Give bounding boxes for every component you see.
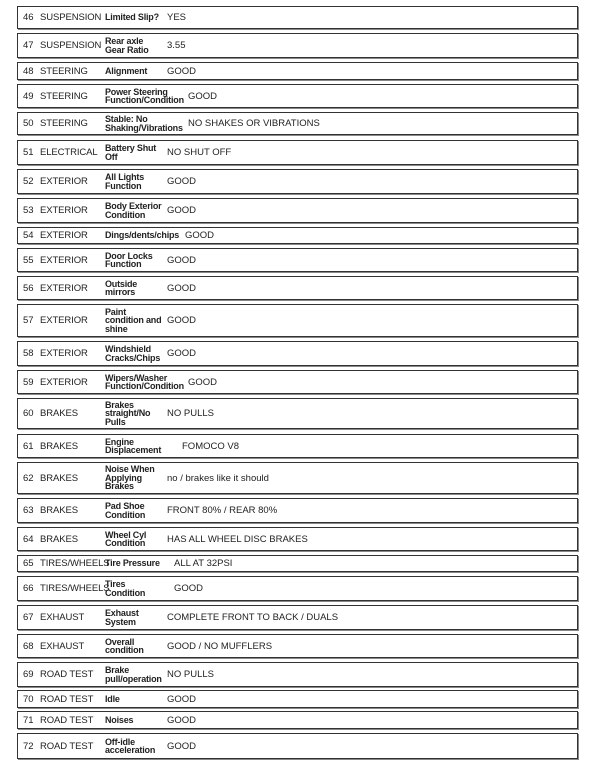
table-row [17, 84, 578, 108]
row-category: EXTERIOR [40, 282, 88, 294]
row-value: GOOD [167, 254, 197, 266]
row-number: 70 [23, 693, 34, 705]
table-row [17, 711, 578, 729]
row-item: Idle [105, 693, 120, 704]
row-value: GOOD [167, 740, 197, 752]
table-row [17, 662, 578, 687]
table-row [17, 33, 578, 58]
table-row [17, 605, 578, 630]
table-row [17, 398, 578, 429]
table-row [17, 498, 578, 523]
row-number: 50 [23, 118, 34, 129]
table-row [17, 733, 578, 759]
row-number: 69 [23, 669, 34, 680]
row-number: 72 [23, 740, 34, 752]
row-value: NO SHAKES OR VIBRATIONS [188, 118, 320, 129]
row-category: EXTERIOR [40, 376, 88, 388]
row-item: Tires Condition [105, 579, 146, 598]
row-number: 49 [23, 90, 34, 102]
row-category: EXHAUST [40, 612, 85, 623]
row-category: BRAKES [40, 505, 78, 516]
row-category: ROAD TEST [40, 714, 94, 726]
row-category: EXTERIOR [40, 348, 88, 359]
table-row [17, 370, 578, 394]
row-category: STEERING [40, 90, 88, 102]
row-value: GOOD [188, 376, 218, 388]
row-category: EXTERIOR [40, 205, 88, 216]
row-item: Wheel Cyl Condition [105, 529, 147, 548]
row-category: EXTERIOR [40, 230, 88, 241]
row-category: STEERING [40, 65, 88, 77]
row-item: Paint condition and shine [105, 306, 162, 334]
table-row [17, 576, 578, 601]
row-item: Dings/dents/chips [105, 230, 180, 241]
row-number: 67 [23, 612, 34, 623]
row-number: 59 [23, 376, 34, 388]
table-row [17, 634, 578, 658]
row-value: GOOD [167, 282, 197, 294]
row-item: Noise When Applying Brakes [105, 464, 155, 492]
row-value: GOOD [185, 230, 215, 241]
row-item: Off-idle acceleration [105, 736, 156, 755]
row-item: Rear axle Gear Ratio [105, 36, 149, 55]
row-number: 56 [23, 282, 34, 294]
row-value: FRONT 80% / REAR 80% [167, 505, 278, 516]
table-row [17, 227, 578, 244]
row-value: ALL AT 32PSI [174, 558, 233, 569]
row-value: NO SHUT OFF [167, 147, 232, 158]
row-value: GOOD [167, 315, 197, 326]
row-value: GOOD [167, 176, 197, 187]
row-value: GOOD [174, 583, 204, 594]
row-number: 60 [23, 408, 34, 419]
row-category: EXHAUST [40, 640, 85, 652]
row-number: 53 [23, 205, 34, 216]
row-item: Power Steering Function/Condition [105, 86, 184, 105]
row-category: EXTERIOR [40, 176, 88, 187]
row-value: GOOD [188, 90, 218, 102]
row-number: 58 [23, 348, 34, 359]
row-value: COMPLETE FRONT TO BACK / DUALS [167, 612, 339, 623]
table-row [17, 555, 578, 572]
row-item: Wipers/Washer Function/Condition [105, 372, 184, 391]
row-value: GOOD [167, 693, 197, 705]
row-value: GOOD [167, 348, 197, 359]
row-number: 66 [23, 583, 34, 594]
table-row [17, 140, 578, 165]
row-value: HAS ALL WHEEL DISC BRAKES [167, 533, 308, 545]
row-category: TIRES/WHEELS [40, 558, 110, 569]
row-number: 65 [23, 558, 34, 569]
row-number: 61 [23, 440, 34, 452]
table-row [17, 527, 578, 551]
row-value: 3.55 [167, 40, 186, 51]
row-number: 63 [23, 505, 34, 516]
row-number: 71 [23, 714, 34, 726]
row-item: Body Exterior Condition [105, 201, 162, 220]
row-item: Noises [105, 714, 134, 725]
row-number: 68 [23, 640, 34, 652]
table-row [17, 6, 578, 29]
table-row [17, 112, 578, 135]
row-value: YES [167, 12, 187, 23]
row-number: 46 [23, 12, 34, 23]
row-category: SUSPENSION [40, 12, 102, 23]
table-row [17, 341, 578, 366]
row-category: BRAKES [40, 472, 78, 484]
row-number: 48 [23, 65, 34, 77]
row-value: GOOD [167, 65, 197, 77]
row-number: 54 [23, 230, 34, 241]
row-category: SUSPENSION [40, 40, 102, 51]
row-value: NO PULLS [167, 669, 214, 680]
row-item: Alignment [105, 65, 148, 76]
row-category: BRAKES [40, 408, 78, 419]
table-row [17, 169, 578, 194]
row-value: NO PULLS [167, 408, 214, 419]
table-row [17, 62, 578, 80]
row-item: Door Locks Function [105, 250, 153, 269]
row-value: GOOD [167, 205, 197, 216]
row-item: Outside mirrors [105, 278, 138, 297]
table-row [17, 304, 578, 337]
row-category: BRAKES [40, 533, 78, 545]
row-item: Stable: No Shaking/Vibrations [105, 114, 183, 133]
table-row [17, 248, 578, 272]
table-row [17, 198, 578, 223]
table-row [17, 276, 578, 300]
row-category: STEERING [40, 118, 88, 129]
row-value: no / brakes like it should [167, 472, 269, 484]
row-item: Brake pull/operation [105, 665, 162, 684]
row-category: ELECTRICAL [40, 147, 98, 158]
row-number: 52 [23, 176, 34, 187]
table-row [17, 690, 578, 708]
row-item: Overall condition [105, 636, 144, 655]
row-category: TIRES/WHEELS [40, 583, 110, 594]
row-item: Pad Shoe Condition [105, 501, 146, 520]
row-value: GOOD / NO MUFFLERS [167, 640, 273, 652]
row-category: ROAD TEST [40, 740, 94, 752]
row-category: EXTERIOR [40, 254, 88, 266]
table-row [17, 462, 578, 494]
row-number: 55 [23, 254, 34, 266]
row-value: FOMOCO V8 [182, 440, 240, 452]
row-number: 57 [23, 315, 34, 326]
row-category: ROAD TEST [40, 669, 94, 680]
row-category: ROAD TEST [40, 693, 94, 705]
row-category: EXTERIOR [40, 315, 88, 326]
row-value: GOOD [167, 714, 197, 726]
row-number: 51 [23, 147, 34, 158]
row-item: Tire Pressure [105, 558, 160, 569]
row-item: All Lights Function [105, 172, 144, 191]
row-item: Brakes straight/No Pulls [105, 399, 151, 427]
row-item: Engine Displacement [105, 436, 162, 455]
row-item: Limited Slip? [105, 12, 159, 23]
row-item: Battery Shut Off [105, 143, 157, 162]
row-item: Windshield Cracks/Chips [105, 344, 161, 363]
row-number: 62 [23, 472, 34, 484]
row-category: BRAKES [40, 440, 78, 452]
row-number: 47 [23, 40, 34, 51]
table-row [17, 434, 578, 458]
row-item: Exhaust System [105, 608, 139, 627]
row-number: 64 [23, 533, 34, 545]
